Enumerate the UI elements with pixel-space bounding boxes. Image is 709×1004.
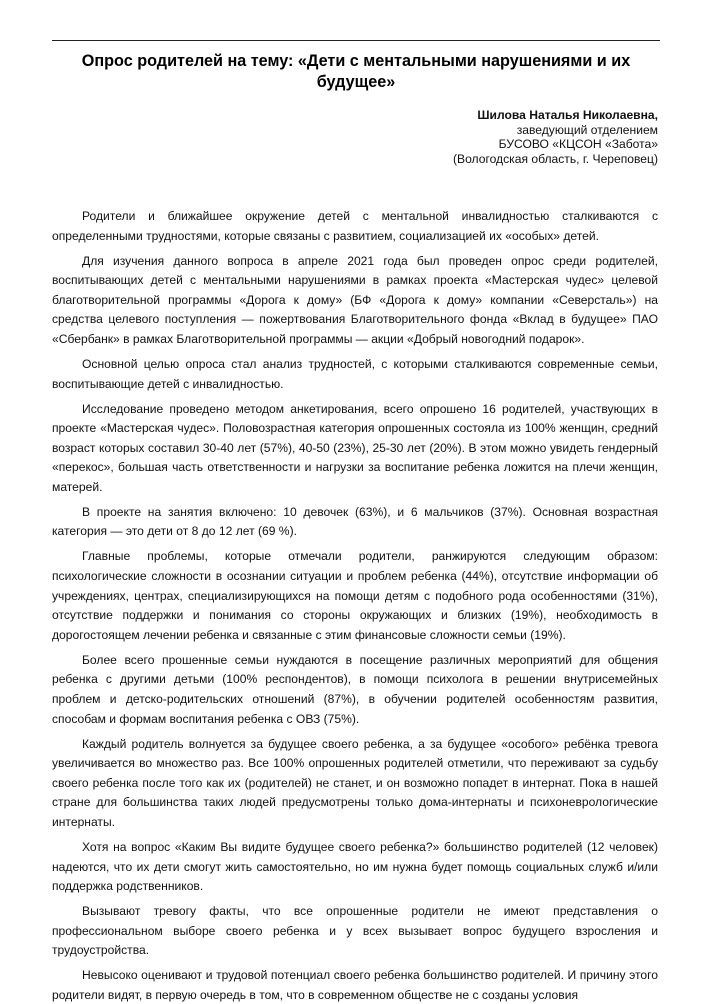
paragraph: Вызывают тревогу факты, что все опрошенные родители не имеют представления о профессиональном выборе своего ребенка и у всех вызывает вопрос будущего взросления и трудоустройства.: [52, 904, 658, 958]
paragraph: Каждый родитель волнуется за будущее своего ребенка, а за будущее «особого» ребёнка тревога увеличивается во множество раз. Все 100% опрошенных родителей отметили, что переживают за судьбу своего ребенка после того как их (родителей) не станет, и он возможно попадет в интернат. Пока в нашей стране для большинства таких людей предусмотрены только дома-интернаты и психоневрологические интернаты.: [52, 736, 658, 829]
paragraph: Основной целью опроса стал анализ трудностей, с которыми сталкиваются современные семьи, воспитывающие детей с инвалидностью.: [52, 356, 658, 391]
paragraph: Хотя на вопрос «Каким Вы видите будущее своего ребенка?» большинство родителей (12 человек) надеются, что их дети смогут жить самостоятельно, но им нужна будет помощь социальных служб и/или поддержка родственников.: [52, 839, 658, 894]
paragraph: Родители и ближайшее окружение детей с ментальной инвалидностью сталкиваются с определенными трудностями, которые связаны с развитием, социализацией их «особых» детей.: [52, 209, 658, 243]
paragraph: В проекте на занятия включено: 10 девочек (63%), и 6 мальчиков (37%). Основная возрастная категория — это дети от 8 до 12 лет (69 %).: [52, 504, 658, 539]
paragraph: Главные проблемы, которые отмечали родители, ранжируются следующим образом: психологические сложности в осознании ситуации и проблем ребенка (44%), отсутствие информации об учреждениях, центрах, специализирующихся на помощи детям с подобного рода особенностями (31%), отсутствие поддержки и понимания со стороны окружающих и близких (19%), необходимость в дорогостоящем лечении ребенка и связанные с этим финансовые сложности семьи (19%).: [52, 549, 658, 642]
paragraph: Для изучения данного вопроса в апреле 2021 года был проведен опрос среди родителей, воспитывающих детей с ментальными нарушениями в рамках проекта «Мастерская чудес» целевой благотворительной программы «Дорога к дому» (БФ «Дорога к дому» компании «Северсталь») на средства целевого поступления — пожертвования Благотворительного фонда «Вклад в будущее» ПАО «Сбербанк» в рамках Благотворительной программы — акции «Добрый новогодний подарок».: [52, 253, 658, 346]
author-position: заведующий отделением: [516, 122, 658, 137]
author-block: [300, 108, 658, 166]
author-name: Шилова Наталья Николаевна,: [477, 108, 658, 122]
document-body: [52, 207, 658, 1004]
paragraph: Более всего прошенные семьи нуждаются в посещение различных мероприятий для общения ребенка с другими детьми (100% респондентов), в помощи психолога в решении внутрисемейных проблем и детско-родительских отношений (87%), в обучении родителей особенностям развития, способам и формам воспитания ребенка с ОВЗ (75%).: [52, 652, 658, 726]
paragraph: Невысоко оценивают и трудовой потенциал своего ребенка большинство родителей. И причину этого родители видят, в первую очередь в том, что в современном обществе не с созданы условия: [52, 968, 658, 1002]
author-location: (Вологодская область, г. Череповец): [452, 151, 658, 166]
author-organization: БУСОВО «КЦСОН «Забота»: [498, 137, 658, 151]
top-rule: [52, 40, 660, 41]
document-title: Опрос родителей на тему: «Дети с ментальными нарушениями и их будущее»: [81, 52, 631, 91]
paragraph: Исследование проведено методом анкетирования, всего опрошено 16 родителей, участвующих в проекте «Мастерская чудес». Половозрастная категория опрошенных состояла из 100% женщин, средний возраст которых составил 30-40 лет (57%), 40-50 (23%), 25-30 лет (20%). В этом можно увидеть гендерный «перекос», большая часть ответственности и нагрузки за воспитание ребенка ложится на плечи женщин, матерей.: [52, 401, 658, 494]
